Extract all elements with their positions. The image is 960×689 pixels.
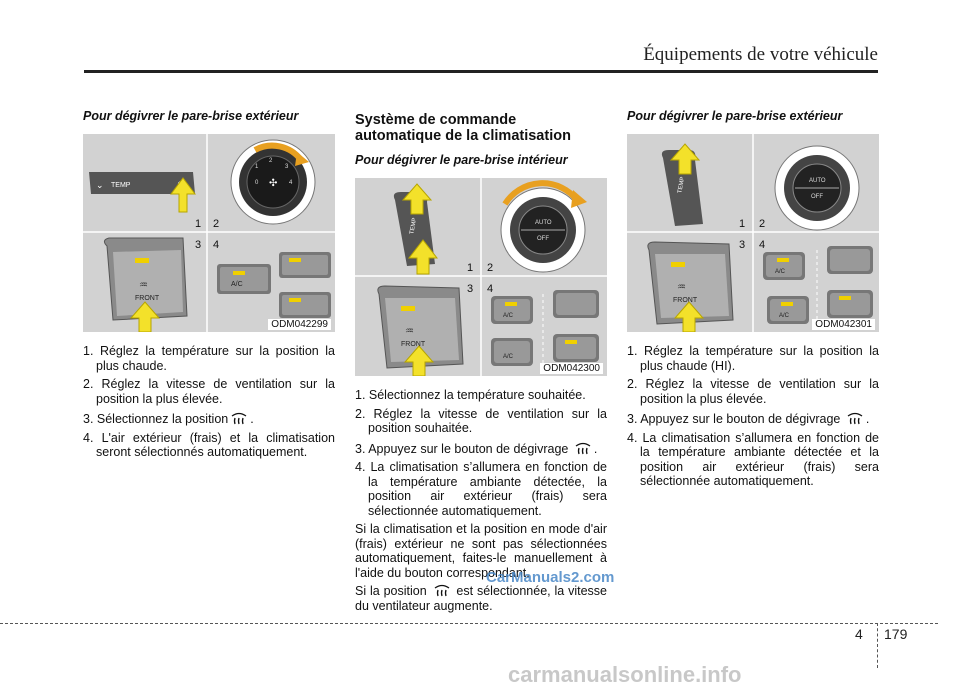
svg-text:FRONT: FRONT bbox=[135, 295, 160, 302]
svg-text:A/C: A/C bbox=[503, 354, 514, 360]
defrost-icon bbox=[847, 410, 863, 426]
svg-text:♒: ♒ bbox=[405, 326, 414, 337]
svg-text:1: 1 bbox=[195, 218, 202, 230]
section-title: Système de commande automatique de la climatisation bbox=[355, 112, 571, 144]
col3-illustration bbox=[627, 134, 879, 332]
page-divider bbox=[877, 623, 878, 668]
col3-figure bbox=[627, 134, 879, 332]
svg-text:2: 2 bbox=[487, 262, 494, 274]
svg-text:A/C: A/C bbox=[503, 313, 514, 319]
svg-text:TEMP: TEMP bbox=[677, 176, 687, 194]
svg-text:⌄: ⌄ bbox=[96, 181, 104, 191]
step-1: 1. Sélectionnez la température souhaitée. bbox=[355, 388, 586, 402]
column-3 bbox=[627, 108, 879, 493]
step-1: 1. Réglez la température sur la position la plus chaude (HI). bbox=[627, 344, 879, 373]
step-3: 3. Sélectionnez la position . bbox=[83, 412, 254, 426]
svg-text:1: 1 bbox=[467, 262, 474, 274]
col2-steps bbox=[355, 388, 607, 518]
col3-subhead: Pour dégivrer le pare-brise extérieur bbox=[627, 109, 843, 123]
indicator-light bbox=[135, 258, 149, 263]
svg-text:A/C: A/C bbox=[775, 269, 786, 275]
header-rule bbox=[84, 70, 878, 73]
svg-text:4: 4 bbox=[213, 239, 220, 251]
step-4: 4. La climatisation s’allumera en fonction de la température ambiante détectée, la position air extérieur (frais) sera sélectionnée automatiquement. bbox=[355, 460, 607, 518]
watermark-blue: CarManuals2.com bbox=[486, 569, 615, 586]
figure-code: ODM042299 bbox=[268, 319, 331, 330]
step-4: 4. La climatisation s’allumera en fonction de la température ambiante détectée et la position air extérieur (frais) sera sélectionnée automatiquement. bbox=[627, 430, 879, 488]
svg-text:2: 2 bbox=[759, 218, 766, 230]
step-2: 2. Réglez la vitesse de ventilation sur la position souhaitée. bbox=[355, 406, 607, 435]
svg-text:FRONT: FRONT bbox=[673, 297, 698, 304]
svg-text:4: 4 bbox=[487, 283, 494, 295]
svg-text:♒: ♒ bbox=[139, 280, 148, 291]
svg-text:AUTO: AUTO bbox=[535, 220, 552, 226]
svg-text:✣: ✣ bbox=[269, 178, 278, 189]
svg-text:OFF: OFF bbox=[537, 236, 549, 242]
svg-text:3: 3 bbox=[467, 283, 474, 295]
col2-illustration bbox=[355, 178, 607, 376]
step-2: 2. Réglez la vitesse de ventilation sur la position la plus élevée. bbox=[83, 377, 335, 406]
svg-text:OFF: OFF bbox=[811, 194, 823, 200]
svg-text:2: 2 bbox=[213, 218, 220, 230]
svg-text:TEMP: TEMP bbox=[409, 217, 419, 235]
svg-text:1: 1 bbox=[255, 164, 259, 170]
col1-steps bbox=[83, 344, 335, 460]
step-2: 2. Réglez la vitesse de ventilation sur la position la plus élevée. bbox=[627, 377, 879, 406]
svg-text:2: 2 bbox=[269, 158, 273, 164]
svg-text:A/C: A/C bbox=[779, 313, 790, 319]
step-4: 4. L'air extérieur (frais) et la climatisation seront sélectionnés automatiquement. bbox=[83, 430, 335, 459]
page-number: 179 bbox=[884, 626, 908, 642]
column-2 bbox=[355, 108, 607, 615]
step-3: 3. Appuyez sur le bouton de dégivrage . bbox=[627, 412, 870, 426]
defrost-icon bbox=[434, 582, 450, 598]
svg-text:3: 3 bbox=[739, 239, 746, 251]
svg-text:3: 3 bbox=[195, 239, 202, 251]
svg-text:3: 3 bbox=[285, 164, 289, 170]
note-paragraph-fan: Si la position est sélectionnée, la vitesse du ventilateur augmente. bbox=[355, 584, 607, 613]
defrost-icon bbox=[231, 410, 247, 426]
svg-text:4: 4 bbox=[289, 180, 293, 186]
chapter-number: 4 bbox=[855, 626, 863, 642]
step-1: 1. Réglez la température sur la position la plus chaude. bbox=[83, 344, 335, 373]
footer-rule bbox=[0, 623, 938, 624]
note-paragraph: Si la climatisation et la position en mode d'air (frais) extérieur ne sont pas sélectionnées automatiquement, faites-le manuellement à l'aide du bouton correspondant. bbox=[355, 522, 607, 580]
page-header-title: Équipements de votre véhicule bbox=[643, 44, 878, 65]
col2-subhead: Pour dégivrer le pare-brise intérieur bbox=[355, 153, 568, 167]
svg-text:♒: ♒ bbox=[677, 282, 686, 293]
col3-steps bbox=[627, 344, 879, 489]
svg-text:0: 0 bbox=[255, 180, 259, 186]
step-3: 3. Appuyez sur le bouton de dégivrage . bbox=[355, 441, 598, 456]
col1-illustration bbox=[83, 134, 335, 332]
col2-figure bbox=[355, 178, 607, 376]
watermark-gray: carmanualsonline.info bbox=[508, 662, 742, 687]
svg-text:AUTO: AUTO bbox=[809, 178, 826, 184]
svg-text:A/C: A/C bbox=[231, 281, 243, 288]
col1-subhead: Pour dégivrer le pare-brise extérieur bbox=[83, 109, 299, 123]
temp-label: TEMP bbox=[111, 182, 131, 189]
defrost-icon bbox=[575, 440, 591, 456]
svg-text:1: 1 bbox=[739, 218, 746, 230]
figure-code: ODM042300 bbox=[540, 363, 603, 374]
svg-text:4: 4 bbox=[759, 239, 766, 251]
column-1 bbox=[83, 108, 335, 464]
figure-code: ODM042301 bbox=[812, 319, 875, 330]
svg-text:FRONT: FRONT bbox=[401, 341, 426, 348]
col1-figure bbox=[83, 134, 335, 332]
